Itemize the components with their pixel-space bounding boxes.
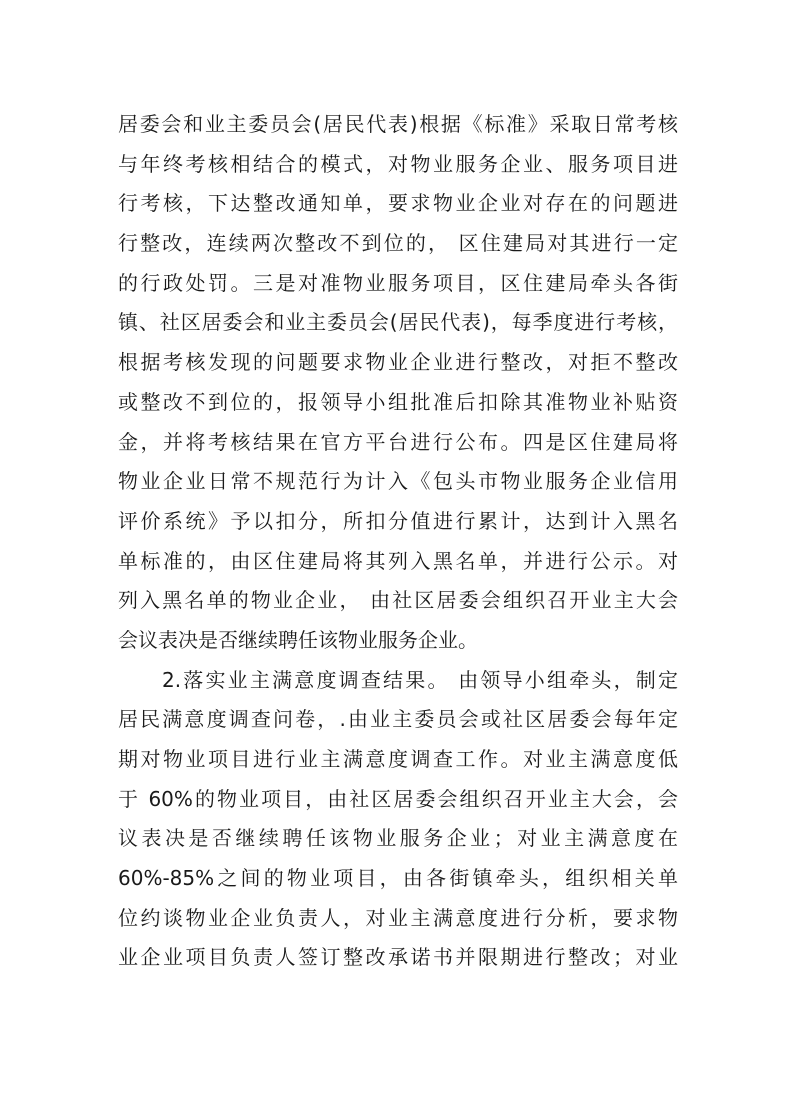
text-line: 2.落实业主满意度调查结果。 由领导小组牵头，制定 [162,667,678,692]
text-line: 业企业项目负责人签订整改承诺书并限期进行整改；对业 [118,945,678,970]
text-line: 或整改不到位的，报领导小组批准后扣除其准物业补贴资 [118,389,678,414]
text-line: 镇、社区居委会和业主委员会(居民代表)，每季度进行考核， [118,310,678,335]
text-line: 与年终考核相结合的模式，对物业服务企业、服务项目进 [118,151,678,176]
text-line: 行考核，下达整改通知单，要求物业企业对存在的问题进 [118,191,678,216]
text-line: 金，并将考核结果在官方平台进行公布。四是区住建局将 [118,429,678,454]
text-line: 位约谈物业企业负责人，对业主满意度进行分析，要求物 [118,905,678,930]
text-line: 于 60%的物业项目，由社区居委会组织召开业主大会，会 [118,786,678,811]
text-line: 期对物业项目进行业主满意度调查工作。对业主满意度低 [118,747,678,771]
text-line: 根据考核发现的问题要求物业企业进行整改，对拒不整改 [118,350,678,375]
text-line: 会议表决是否继续聘任该物业服务企业。 [118,627,478,652]
text-line: 60%-85%之间的物业项目，由各街镇牵头，组织相关单 [118,866,678,891]
body-text [118,105,678,978]
text-line: 列入黑名单的物业企业， 由社区居委会组织召开业主大会 [118,588,678,613]
text-line: 行整改，连续两次整改不到位的， 区住建局对其进行一定 [118,231,678,256]
text-line: 单标准的，由区住建局将其列入黑名单，并进行公示。对 [118,548,678,573]
text-line: 议表决是否继续聘任该物业服务企业；对业主满意度在 [118,826,678,851]
text-line: 居委会和业主委员会(居民代表)根据《标准》采取日常考核 [118,112,678,136]
text-line: 居民满意度调查问卷，.由业主委员会或社区居委会每年定 [118,707,678,732]
text-line: 物业企业日常不规范行为计入《包头市物业服务企业信用 [118,469,678,494]
text-line: 评价系统》予以扣分，所扣分值进行累计，达到计入黑名 [118,508,678,533]
text-line: 的行政处罚。三是对准物业服务项目，区住建局牵头各街 [118,270,678,295]
